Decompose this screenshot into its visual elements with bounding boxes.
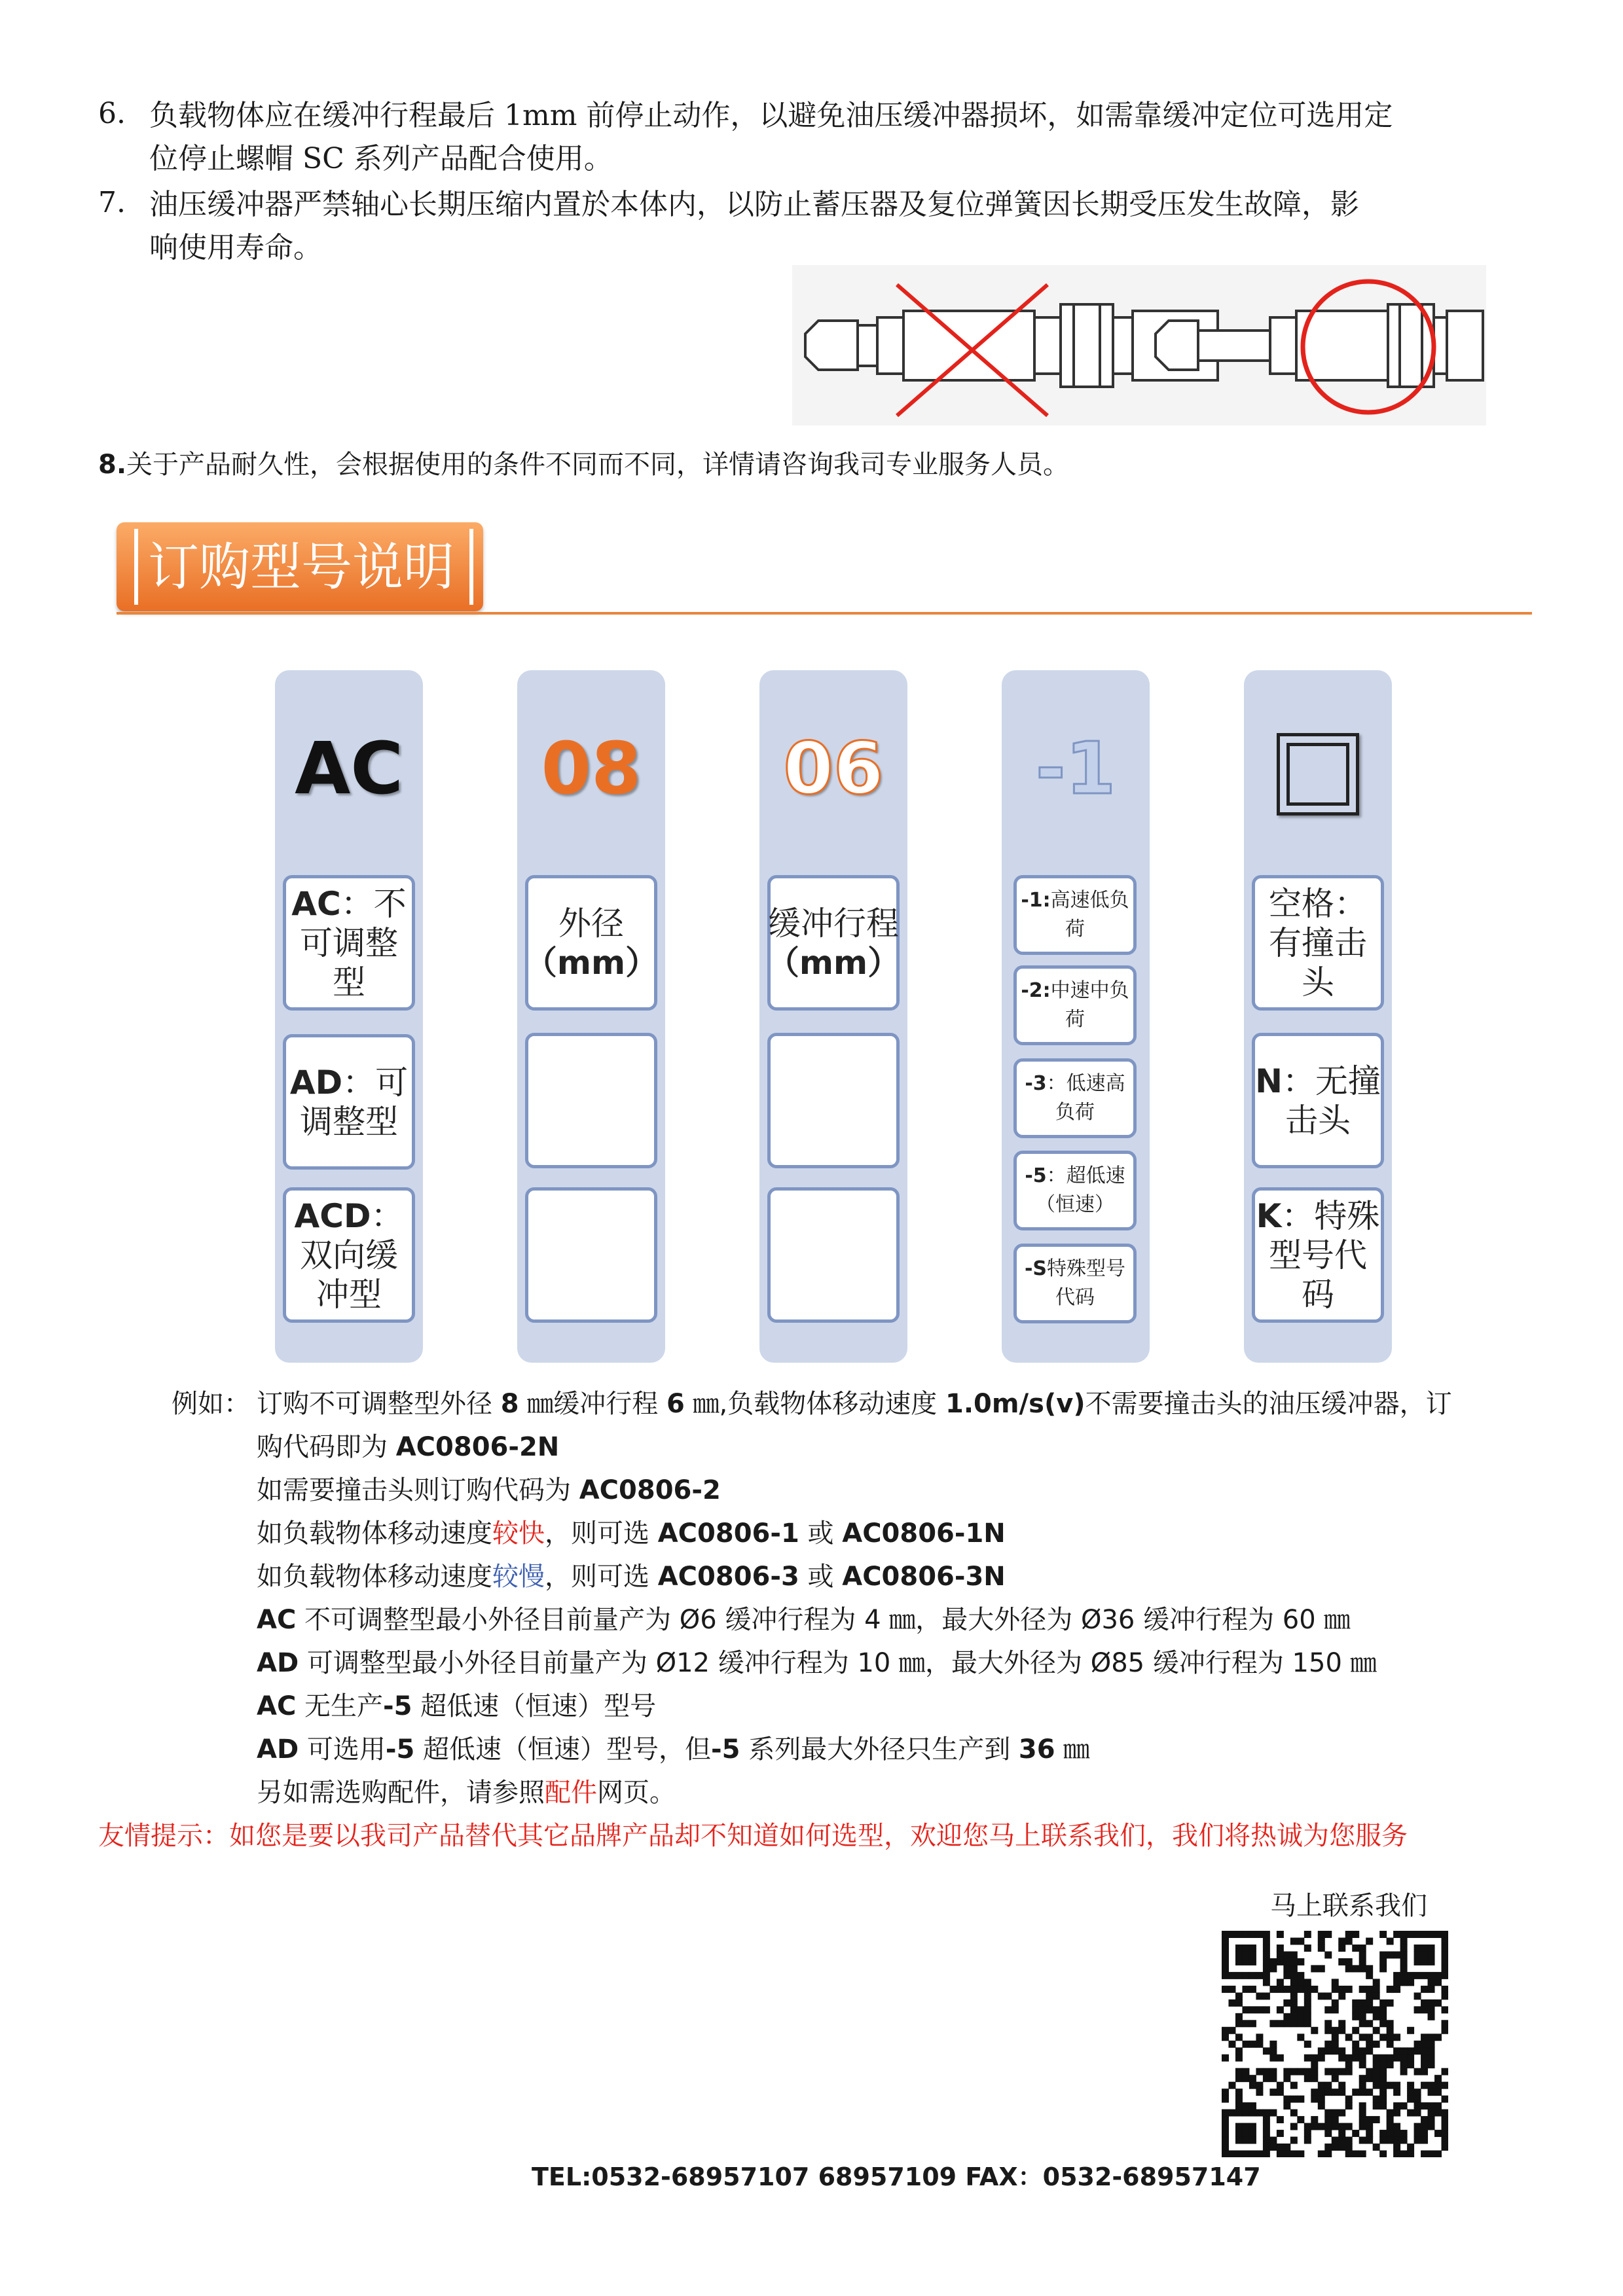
ex-l6b: 不可调整型最小外径目前量产为 Ø6 缓冲行程为 4 ㎜，最大外径为 Ø36 缓冲行程为 60 ㎜ [296, 1605, 1351, 1635]
ex-l4c: ，则可选 [545, 1518, 658, 1549]
head-option-k [1252, 1187, 1384, 1323]
ex-l5e: 或 [799, 1562, 843, 1592]
speed-s-desc: 特殊型号代码 [1047, 1257, 1126, 1309]
diameter-label-box [525, 875, 657, 1011]
head-option-space [1252, 875, 1384, 1011]
shock-absorber-diagram-icon [792, 265, 1486, 425]
ex-l9d: 超低速（恒速）型号，但 [414, 1734, 712, 1765]
qr-code-graphic [1222, 1931, 1448, 2157]
ex-l1a: 订购不可调整型外径 [257, 1389, 501, 1419]
example-line-3 [257, 1469, 721, 1512]
ex-l4e: 或 [799, 1518, 843, 1549]
example-line-9 [257, 1728, 1089, 1771]
speed-3-code: -3 [1025, 1072, 1047, 1095]
diameter-label: 外径 [558, 904, 624, 942]
example-line-8 [257, 1685, 656, 1728]
type-ac-desc: ：不可调整型 [300, 884, 407, 1001]
stroke-blank-box-1 [767, 1033, 900, 1168]
diameter-unit: （mm） [524, 943, 659, 982]
stroke-label: 缓冲行程 [768, 904, 899, 942]
ex-l5c: ，则可选 [545, 1562, 658, 1592]
head-k-code: K [1256, 1196, 1282, 1235]
ex-l9a: AD [257, 1734, 299, 1765]
example-line-4 [257, 1512, 1006, 1555]
speed-5-desc: ：超低速（恒速） [1036, 1164, 1125, 1216]
diameter-blank-box-1 [525, 1033, 657, 1168]
ex-l7b: 可调整型最小外径目前量产为 Ø12 缓冲行程为 10 ㎜，最大外径为 Ø85 缓冲行程为 150 ㎜ [299, 1648, 1377, 1678]
accessories-link[interactable]: 配件 [545, 1778, 597, 1808]
ex-l4f: AC0806-1N [842, 1518, 1006, 1549]
section-divider [117, 612, 1532, 615]
ex-l7a: AD [257, 1648, 299, 1678]
ex-l5a: 如负载物体移动速度 [257, 1562, 492, 1592]
ex-l1g: 不需要撞击头的油压缓冲器，订 [1085, 1389, 1452, 1419]
type-option-acd [283, 1187, 415, 1323]
code-speed: -1 [1035, 726, 1116, 810]
example-line-6 [257, 1598, 1350, 1641]
ex-l4d: AC0806-1 [657, 1518, 799, 1549]
speed-option-s [1013, 1244, 1137, 1323]
code-diameter: 08 [541, 726, 642, 810]
ex-l2b: AC0806-2N [395, 1432, 560, 1462]
blank-code-square-icon [1277, 733, 1359, 816]
ex-l9e: -5 [711, 1734, 740, 1765]
note-7-line-2: 响使用寿命。 [149, 231, 322, 264]
note-6-line-2: 位停止螺帽 SC 系列产品配合使用。 [149, 142, 613, 175]
speed-s-code: -S [1024, 1257, 1048, 1280]
note-8-number: 8. [98, 450, 127, 480]
example-line-10 [257, 1771, 676, 1814]
ex-l10c: 网页。 [597, 1778, 676, 1808]
speed-3-desc: ：低速高负荷 [1046, 1072, 1125, 1124]
ex-l1b: 8 [500, 1389, 519, 1419]
note-6-number: 6. [98, 97, 126, 130]
ex-l4b: 较快 [492, 1518, 545, 1549]
speed-option-5 [1013, 1151, 1137, 1230]
ex-l2a: 购代码即为 [257, 1432, 396, 1462]
code-stroke: 06 [783, 726, 884, 810]
head-space-desc: 空格：有撞击头 [1269, 884, 1367, 1001]
speed-option-2 [1013, 965, 1137, 1045]
ex-l5f: AC0806-3N [842, 1562, 1006, 1592]
ex-l5b: 较慢 [492, 1562, 545, 1592]
note-7-line-1: 油压缓冲器严禁轴心长期压缩内置於本体内，以防止蓄压器及复位弹簧因长期受压发生故障，影 [149, 188, 1359, 221]
section-title: 订购型号说明 [147, 538, 454, 597]
example-prefix: 例如： [172, 1389, 250, 1419]
type-option-ac [283, 875, 415, 1011]
example-line-5 [257, 1555, 1006, 1598]
ex-l8d: 超低速（恒速）型号 [412, 1691, 657, 1721]
note-7-number: 7. [98, 186, 126, 219]
speed-option-1 [1013, 875, 1137, 955]
ex-l1c: ㎜缓冲行程 [519, 1389, 666, 1419]
type-ad-code: AD [289, 1063, 343, 1102]
ex-l5d: AC0806-3 [657, 1562, 799, 1592]
code-type: AC [295, 726, 403, 810]
type-ad-desc: ：可调整型 [300, 1063, 409, 1141]
ex-l3a: 如需要撞击头则订购代码为 [257, 1475, 579, 1505]
ex-l9g: 36 [1018, 1734, 1055, 1765]
type-acd-desc: ：双向缓冲型 [300, 1196, 404, 1314]
ex-l8c: -5 [383, 1691, 412, 1721]
ex-l1f: 1.0m/s(v) [945, 1389, 1085, 1419]
speed-1-code: -1: [1021, 889, 1051, 912]
note-8 [98, 445, 1069, 484]
head-option-n [1252, 1033, 1384, 1168]
shock-absorber-illustration [792, 265, 1486, 425]
note-8-text: 关于产品耐久性，会根据使用的条件不同而不同，详情请咨询我司专业服务人员。 [126, 450, 1070, 480]
ex-l9f: 系列最大外径只生产到 [740, 1734, 1019, 1765]
ex-l6a: AC [257, 1605, 297, 1635]
speed-2-desc: 中速中负荷 [1050, 979, 1129, 1031]
example-line-1 [257, 1382, 1540, 1426]
speed-1-desc: 高速低负荷 [1050, 889, 1129, 941]
ex-l3b: AC0806-2 [579, 1475, 721, 1505]
type-acd-code: ACD [294, 1196, 371, 1235]
stroke-blank-box-2 [767, 1187, 900, 1323]
friendly-tip: 友情提示：如您是要以我司产品替代其它品牌产品却不知道如何选型，欢迎您马上联系我们，我们将热诚为您服务 [98, 1821, 1408, 1851]
stroke-label-box [767, 875, 900, 1011]
head-n-code: N [1255, 1062, 1283, 1100]
type-option-ad [283, 1034, 415, 1170]
ex-l1e: ㎜,负载物体移动速度 [684, 1389, 945, 1419]
head-n-desc: ：无撞击头 [1282, 1062, 1381, 1139]
speed-option-3 [1013, 1058, 1137, 1138]
diameter-blank-box-2 [525, 1187, 657, 1323]
example-line-7 [257, 1641, 1377, 1685]
ex-l9h: ㎜ [1055, 1734, 1090, 1765]
ex-l8a: AC [257, 1691, 297, 1721]
head-k-desc: ：特殊型号代码 [1269, 1196, 1380, 1314]
note-6-line-1: 负载物体应在缓冲行程最后 1mm 前停止动作，以避免油压缓冲器损坏，如需靠缓冲定位可选用定 [149, 99, 1393, 132]
ex-l9c: -5 [385, 1734, 415, 1765]
speed-5-code: -5 [1025, 1164, 1047, 1187]
speed-2-code: -2: [1021, 979, 1051, 1002]
type-ac-code: AC [291, 884, 341, 923]
ex-l1d: 6 [666, 1389, 685, 1419]
stroke-unit: （mm） [766, 943, 901, 982]
contact-label: 马上联系我们 [1270, 1891, 1427, 1921]
footer-contact: TEL:0532-68957107 68957109 FAX：0532-68957147 [532, 2162, 1261, 2191]
ex-l9b: 可选用 [299, 1734, 386, 1765]
ex-l8b: 无生产 [296, 1691, 384, 1721]
ex-l10a: 另如需选购配件，请参照 [257, 1778, 545, 1808]
example-line-2 [257, 1426, 559, 1469]
qr-code-icon[interactable] [1222, 1931, 1448, 2157]
ex-l4a: 如负载物体移动速度 [257, 1518, 492, 1549]
